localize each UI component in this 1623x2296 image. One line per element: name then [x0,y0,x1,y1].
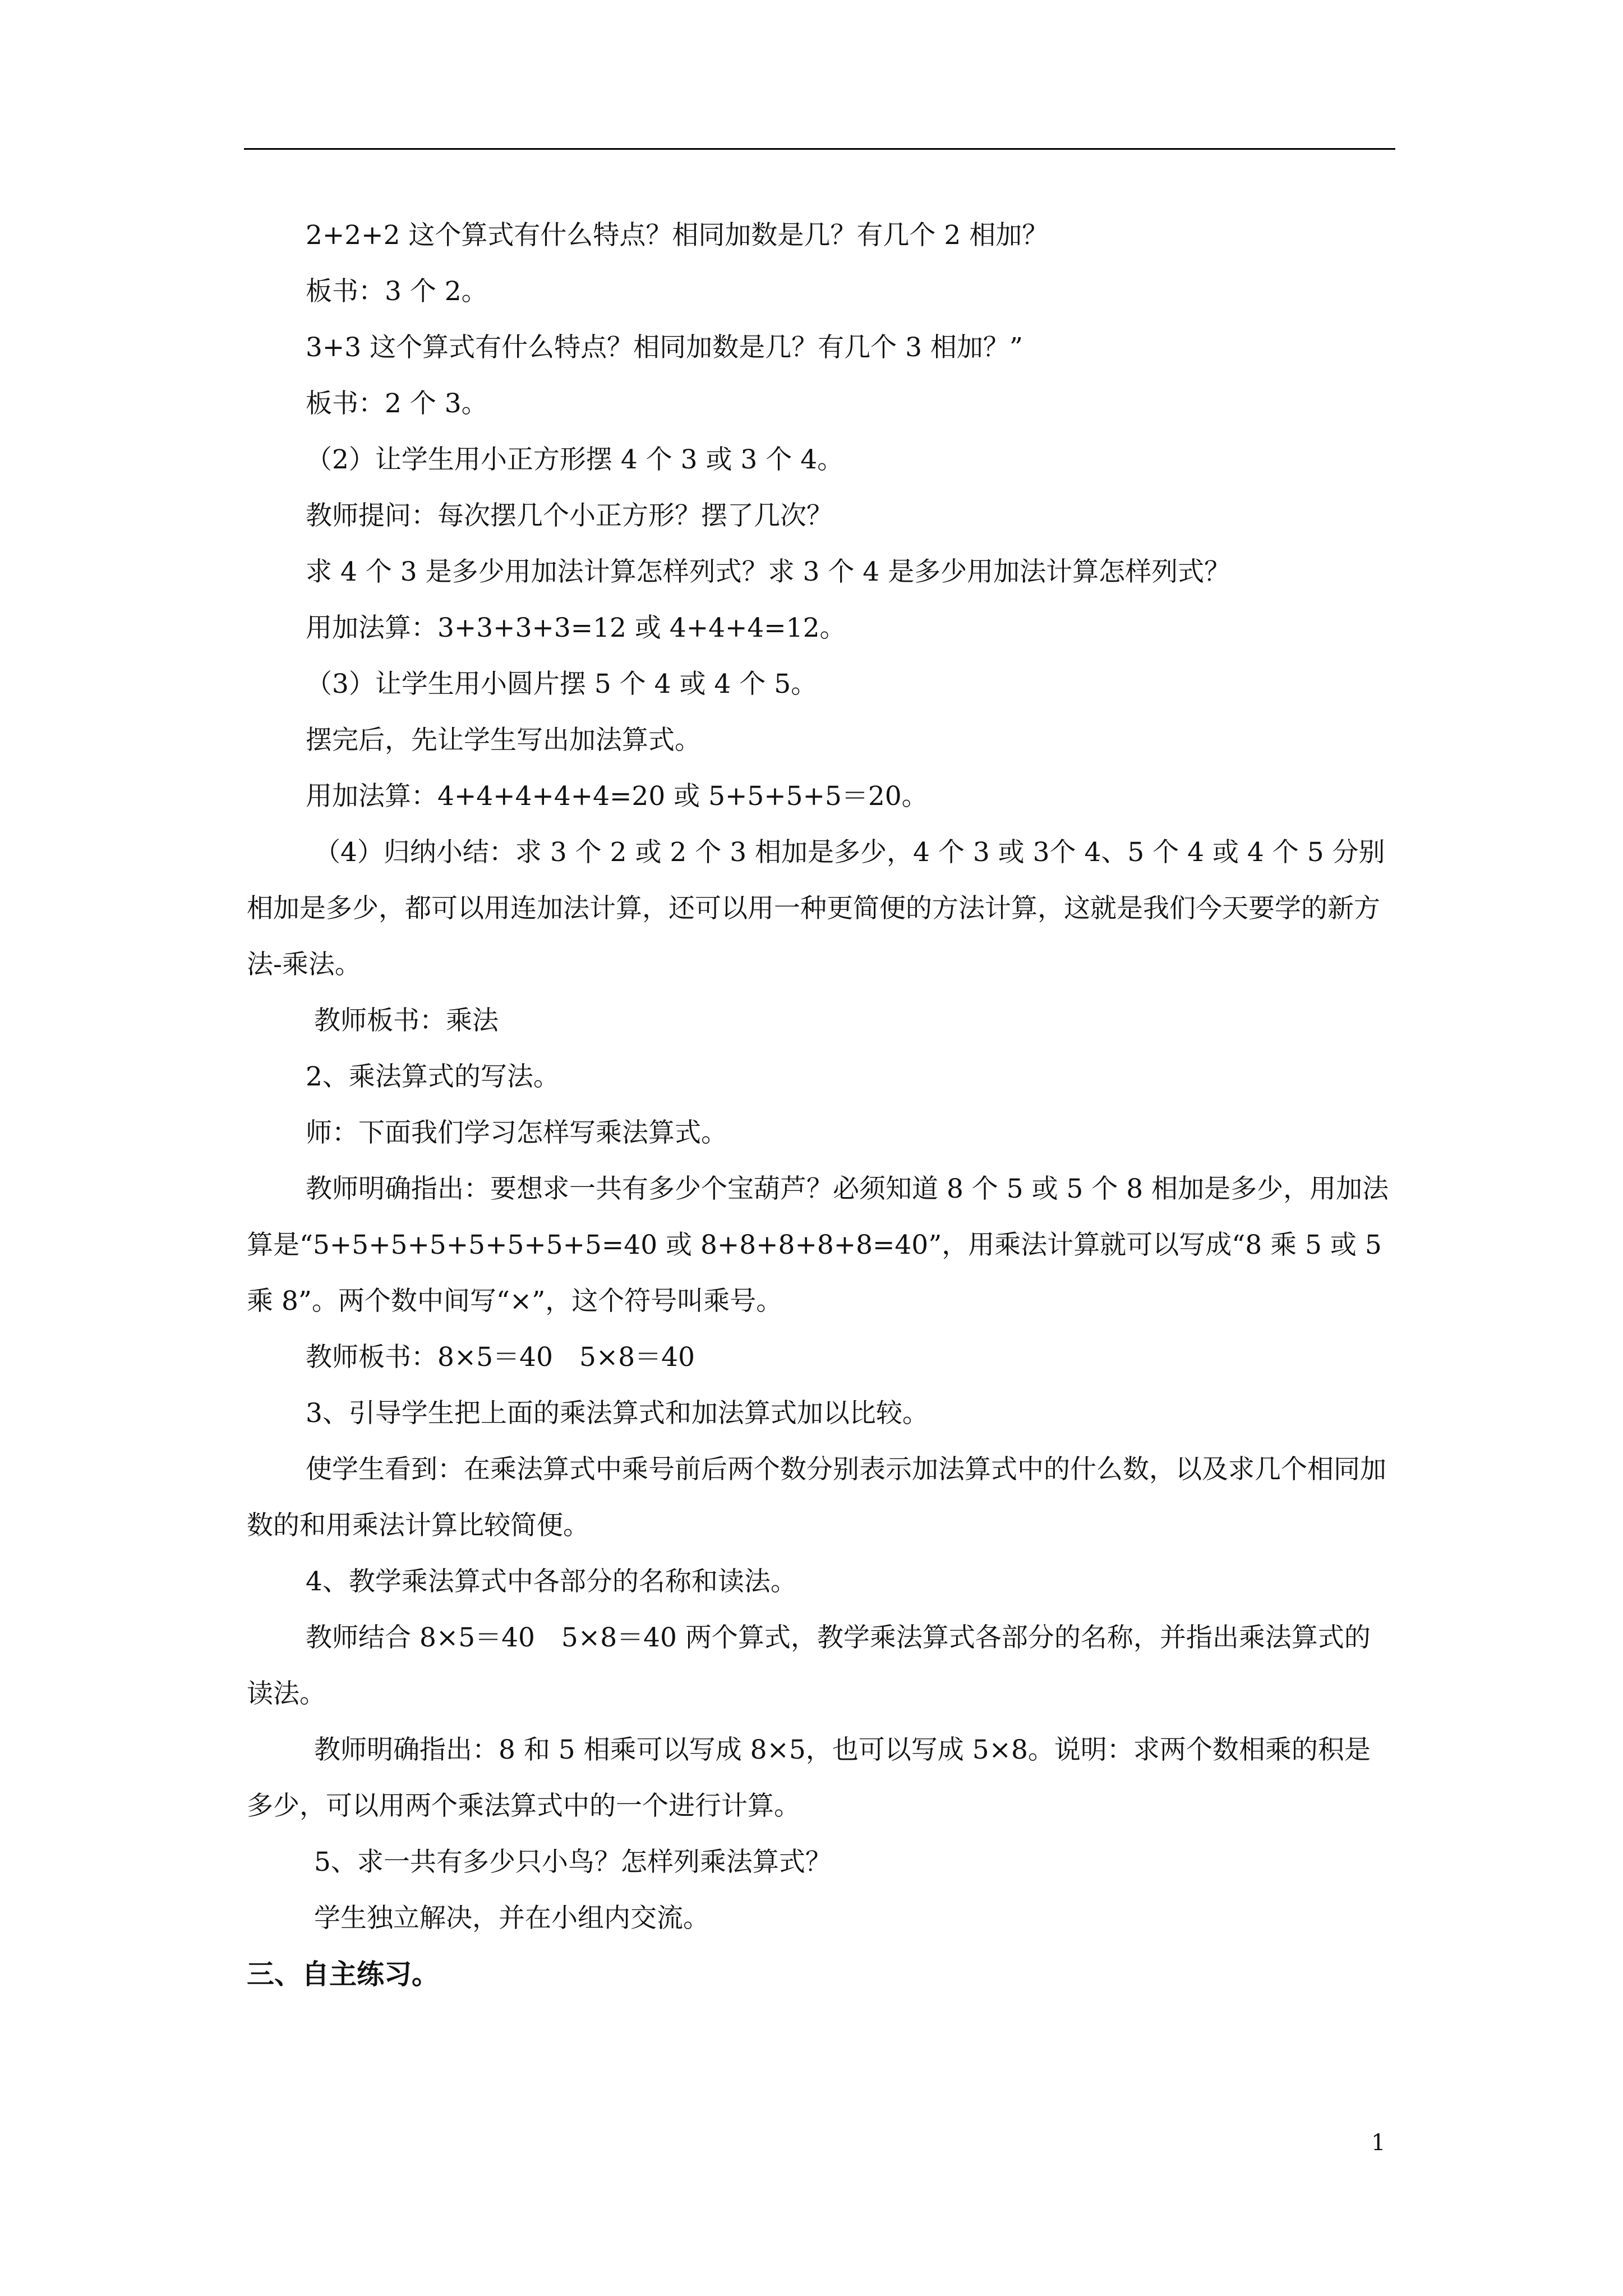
paragraph: 2+2+2 这个算式有什么特点？相同加数是几？有几个 2 相加？ [306,220,1049,251]
paragraph: 教师板书：8×5＝40 5×8＝40 [306,1342,695,1373]
summary-paragraph: （4）归纳小结：求 3 个 2 或 2 个 3 相加是多少，4 个 3 或 3个 4、5 个 4 或 4 个 5 分别相加是多少，都可以用连加法计算，还可以用一种更简便的方法计算，这就是我们今天要学的新方法-乘法。 [247,837,1385,980]
paragraph: 4、教学乘法算式中各部分的名称和读法。 [306,1566,797,1597]
paragraph: 用加法算：4+4+4+4+4=20 或 5+5+5+5＝20。 [306,781,928,812]
document-body [247,208,1391,2003]
paragraph: 求 4 个 3 是多少用加法计算怎样列式？求 3 个 4 是多少用加法计算怎样列式？ [306,556,1231,587]
paragraph: 板书：2 个 3。 [306,388,488,419]
paragraph: 教师明确指出：8 和 5 相乘可以写成 8×5，也可以写成 5×8。说明：求两个数相乘的积是多少，可以用两个乘法算式中的一个进行计算。 [247,1734,1371,1821]
paragraph: 3、引导学生把上面的乘法算式和加法算式加以比较。 [306,1398,929,1429]
paragraph: （2）让学生用小正方形摆 4 个 3 或 3 个 4。 [306,444,844,475]
paragraph: 板书：3 个 2。 [306,276,488,307]
paragraph: 学生独立解决，并在小组内交流。 [314,1903,709,1934]
paragraph: 5、求一共有多少只小鸟？怎样列乘法算式？ [314,1847,832,1878]
paragraph: 2、乘法算式的写法。 [306,1061,560,1092]
header-rule [244,148,1395,150]
paragraph: 摆完后，先让学生写出加法算式。 [306,725,701,756]
paragraph: 使学生看到：在乘法算式中乘号前后两个数分别表示加法算式中的什么数，以及求几个相同加数的和用乘法计算比较简便。 [247,1454,1386,1541]
paragraph: （3）让学生用小圆片摆 5 个 4 或 4 个 5。 [306,669,818,700]
paragraph: 教师明确指出：要想求一共有多少个宝葫芦？必须知道 8 个 5 或 5 个 8 相加是多少，用加法算是“5+5+5+5+5+5+5+5=40 或 8+8+8+8+8=40”，用乘法计算就可以写成“8 乘 5 或 5 乘 8”。两个数中间写“×”，这个符号叫乘号。 [247,1174,1390,1317]
section-heading: 三、自主练习。 [247,1958,440,1990]
paragraph: 师：下面我们学习怎样写乘法算式。 [306,1117,727,1148]
paragraph: 教师结合 8×5＝40 5×8＝40 两个算式，教学乘法算式各部分的名称，并指出乘法算式的读法。 [247,1622,1371,1709]
paragraph: 3+3 这个算式有什么特点？相同加数是几？有几个 3 相加？” [306,332,1023,363]
paragraph: 教师板书：乘法 [314,1005,499,1036]
paragraph: 用加法算：3+3+3+3=12 或 4+4+4=12。 [306,613,846,643]
paragraph: 教师提问：每次摆几个小正方形？摆了几次？ [306,500,833,531]
page-number: 1 [1371,2130,1386,2156]
